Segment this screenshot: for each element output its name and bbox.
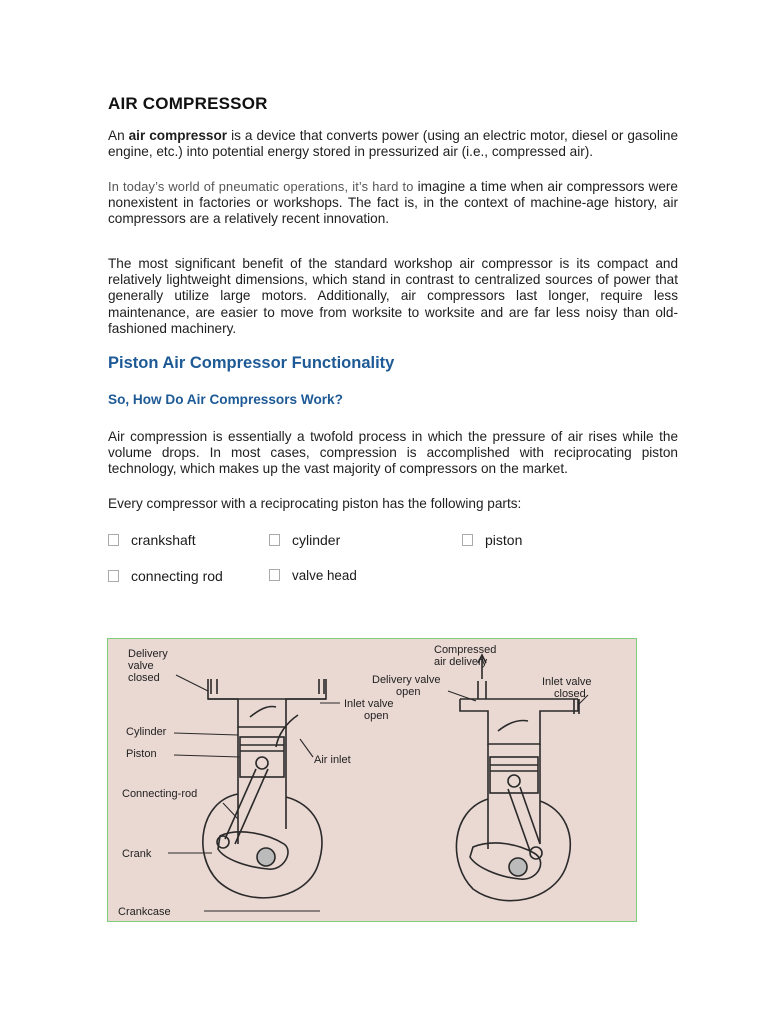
benefit-paragraph: The most significant benefit of the standard workshop air compressor is its compact and relatively lightweight dimensions, which stand in contrast to centralized sources of power that generally utilize large motors. Additionally, air compressors last longer, require less maintenance, are easier to move from worksite to worksite and are far less noisy than old-fashioned machinery. bbox=[108, 256, 678, 336]
intro-text-start: An bbox=[108, 128, 129, 143]
part-label: valve head bbox=[292, 568, 357, 583]
compressor-diagram-svg bbox=[108, 639, 635, 920]
left-compressor-drawing bbox=[203, 679, 326, 898]
connecting-rod-label: Connecting-rod bbox=[122, 788, 198, 800]
part-label: crankshaft bbox=[131, 532, 196, 548]
history-text-start: In today’s world of pneumatic operations, it’s hard to bbox=[108, 179, 414, 194]
compressed-label-line2: air delivery bbox=[434, 656, 488, 668]
list-item bbox=[108, 568, 223, 584]
delivery-closed-label-line1: Delivery bbox=[128, 648, 168, 660]
parts-intro-paragraph: Every compressor with a reciprocating piston has the following parts: bbox=[108, 496, 522, 511]
delivery-open-label-line2: open bbox=[396, 686, 421, 698]
bullet-box-icon bbox=[269, 569, 280, 581]
section-title: Piston Air Compressor Functionality bbox=[108, 354, 395, 372]
inlet-closed-label-line1: Inlet valve bbox=[542, 676, 592, 688]
list-item bbox=[108, 532, 196, 548]
part-label: cylinder bbox=[292, 532, 341, 548]
list-item bbox=[269, 568, 357, 583]
page-title: AIR COMPRESSOR bbox=[108, 94, 268, 113]
delivery-open-label-line1: Delivery valve bbox=[372, 674, 441, 686]
compressor-diagram bbox=[107, 638, 637, 922]
intro-paragraph bbox=[108, 128, 678, 160]
bullet-box-icon bbox=[462, 534, 473, 546]
subsection-title: So, How Do Air Compressors Work? bbox=[108, 392, 343, 407]
bullet-box-icon bbox=[269, 534, 280, 546]
inlet-open-label-line1: Inlet valve bbox=[344, 698, 394, 710]
air-inlet-label: Air inlet bbox=[314, 754, 351, 766]
bullet-box-icon bbox=[108, 534, 119, 546]
bullet-box-icon bbox=[108, 570, 119, 582]
history-paragraph bbox=[108, 179, 678, 228]
list-item bbox=[269, 532, 340, 548]
delivery-closed-label-line2: valve bbox=[128, 660, 154, 672]
crank-label: Crank bbox=[122, 848, 152, 860]
intro-term: air compressor bbox=[128, 128, 228, 143]
compressed-label-line1: Compressed bbox=[434, 644, 497, 656]
part-label: piston bbox=[485, 532, 523, 548]
cylinder-label: Cylinder bbox=[126, 726, 167, 738]
inlet-closed-label-line2: closed bbox=[554, 688, 586, 700]
piston-label: Piston bbox=[126, 748, 157, 760]
crankcase-label: Crankcase bbox=[118, 906, 171, 918]
part-label: connecting rod bbox=[131, 568, 223, 584]
process-paragraph: Air compression is essentially a twofold process in which the pressure of air rises while the volume drops. In most cases, compression is accomplished with reciprocating piston technology, which makes up the vast majority of compressors on the market. bbox=[108, 429, 678, 477]
history-text-rest: imagine a time when air compressors were nonexistent in factories or workshops. The fact is, in the context of machine-age history, air compressors are a relatively recent innovation. bbox=[108, 179, 678, 227]
inlet-open-label-line2: open bbox=[364, 710, 389, 722]
intro-text-rest: is a device that converts power (using an electric motor, diesel or gasoline engine, etc.) into potential energy stored in pressurized air (i.e., compressed air). bbox=[108, 128, 678, 160]
list-item bbox=[462, 532, 522, 548]
delivery-closed-label-line3: closed bbox=[128, 672, 160, 684]
